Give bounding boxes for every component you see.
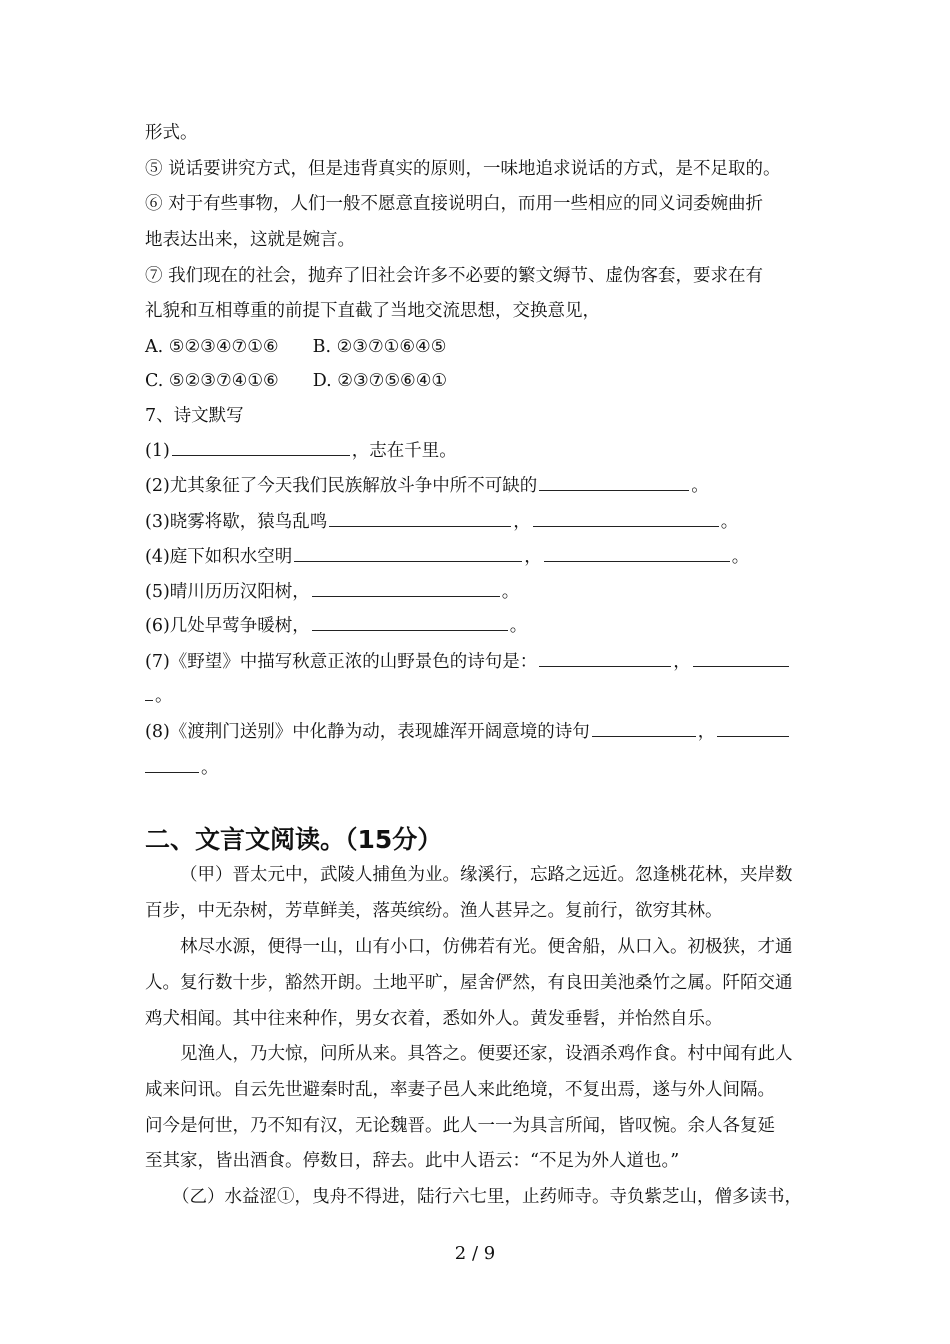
sentence-7-line2: 礼貌和互相尊重的前提下直截了当地交流思想，交换意见， <box>145 301 600 321</box>
passage-jia-p2-line3: 鸡犬相闻。其中往来种作，男女衣着，悉如外人。黄发垂髫，并怡然自乐。 <box>145 1009 723 1029</box>
option-b: B. ②③⑦①⑥④⑤ <box>312 337 447 357</box>
answer-blank[interactable] <box>544 545 730 562</box>
sentence-6-line2: 地表达出来，这就是婉言。 <box>145 230 355 250</box>
answer-blank[interactable] <box>533 510 719 527</box>
option-c: C. ⑤②③⑦④①⑥ <box>145 371 279 391</box>
answer-blank[interactable] <box>294 545 522 562</box>
sentence-7-line1: ⑦ 我们现在的社会，抛弃了旧社会许多不必要的繁文缛节、虚伪客套，要求在有 <box>145 266 764 286</box>
q7-item-7-cont: 。 <box>145 684 173 708</box>
answer-blank[interactable] <box>145 684 153 701</box>
q7-item-3: (3)晓雾将歇，猿鸟乱鸣 ， 。 <box>145 512 739 532</box>
question-7-title: 7、诗文默写 <box>145 406 244 426</box>
passage-jia-p3-line3: 问今是何世，乃不知有汉，无论魏晋。此人一一为具言所闻，皆叹惋。余人各复延 <box>145 1116 775 1136</box>
q7-item-7: (7)《野望》中描写秋意正浓的山野景色的诗句是： ， <box>145 650 791 674</box>
answer-blank[interactable] <box>312 614 508 631</box>
page-number: 2 / 9 <box>454 1243 496 1264</box>
answer-blank[interactable] <box>329 510 511 527</box>
sentence-5: ⑤ 说话要讲究方式，但是违背真实的原则，一味地追求说话的方式，是不足取的。 <box>145 159 781 179</box>
answer-blank[interactable] <box>145 756 199 773</box>
answer-blank[interactable] <box>539 650 671 667</box>
passage-jia-p2-line2: 人。复行数十步，豁然开朗。土地平旷，屋舍俨然，有良田美池桑竹之属。阡陌交通 <box>145 973 793 993</box>
options-row-2 <box>145 369 447 393</box>
q7-item-2: (2)尤其象征了今天我们民族解放斗争中所不可缺的 。 <box>145 476 709 496</box>
passage-jia-p3-line2: 咸来问讯。自云先世避秦时乱，率妻子邑人来此绝境，不复出焉，遂与外人间隔。 <box>145 1080 775 1100</box>
answer-blank[interactable] <box>592 720 696 737</box>
q7-item-4: (4)庭下如积水空明 ， 。 <box>145 547 750 567</box>
q7-item-5: (5)晴川历历汉阳树， 。 <box>145 582 520 602</box>
answer-blank[interactable] <box>539 474 689 491</box>
passage-jia-p3-line1: 见渔人，乃大惊，问所从来。具答之。便要还家，设酒杀鸡作食。村中闻有此人 <box>180 1044 793 1064</box>
option-continuation: 形式。 <box>145 123 198 143</box>
option-d: D. ②③⑦⑤⑥④① <box>312 371 448 391</box>
answer-blank[interactable] <box>717 720 789 737</box>
q7-item-8: (8)《渡荆门送别》中化静为动，表现雄浑开阔意境的诗句 ， <box>145 720 791 744</box>
options-row-1 <box>145 335 446 359</box>
q7-item-8-cont: 。 <box>145 756 219 780</box>
passage-jia-p1-line1: （甲）晋太元中，武陵人捕鱼为业。缘溪行，忘路之远近。忽逢桃花林，夹岸数 <box>180 865 793 885</box>
answer-blank[interactable] <box>693 650 789 667</box>
answer-blank[interactable] <box>312 580 500 597</box>
passage-yi-line1: （乙）水益涩①，曳舟不得进，陆行六七里，止药师寺。寺负紫芝山，僧多读书， <box>172 1187 802 1207</box>
passage-jia-p1-line2: 百步，中无杂树，芳草鲜美，落英缤纷。渔人甚异之。复前行，欲穷其林。 <box>145 901 723 921</box>
passage-jia-p3-line4: 至其家，皆出酒食。停数日，辞去。此中人语云：“不足为外人道也。” <box>145 1151 680 1171</box>
option-a: A. ⑤②③④⑦①⑥ <box>145 337 279 357</box>
passage-jia-p2-line1: 林尽水源，便得一山，山有小口，仿佛若有光。便舍船，从口入。初极狭，才通 <box>180 937 793 957</box>
answer-blank[interactable] <box>172 439 350 456</box>
q7-item-6: (6)几处早莺争暖树， 。 <box>145 616 528 636</box>
q7-item-1: (1) ，志在千里。 <box>145 441 457 461</box>
section-2-heading: 二、文言文阅读。（15分） <box>145 825 443 854</box>
sentence-6-line1: ⑥ 对于有些事物，人们一般不愿意直接说明白，而用一些相应的同义词委婉曲折 <box>145 194 764 214</box>
